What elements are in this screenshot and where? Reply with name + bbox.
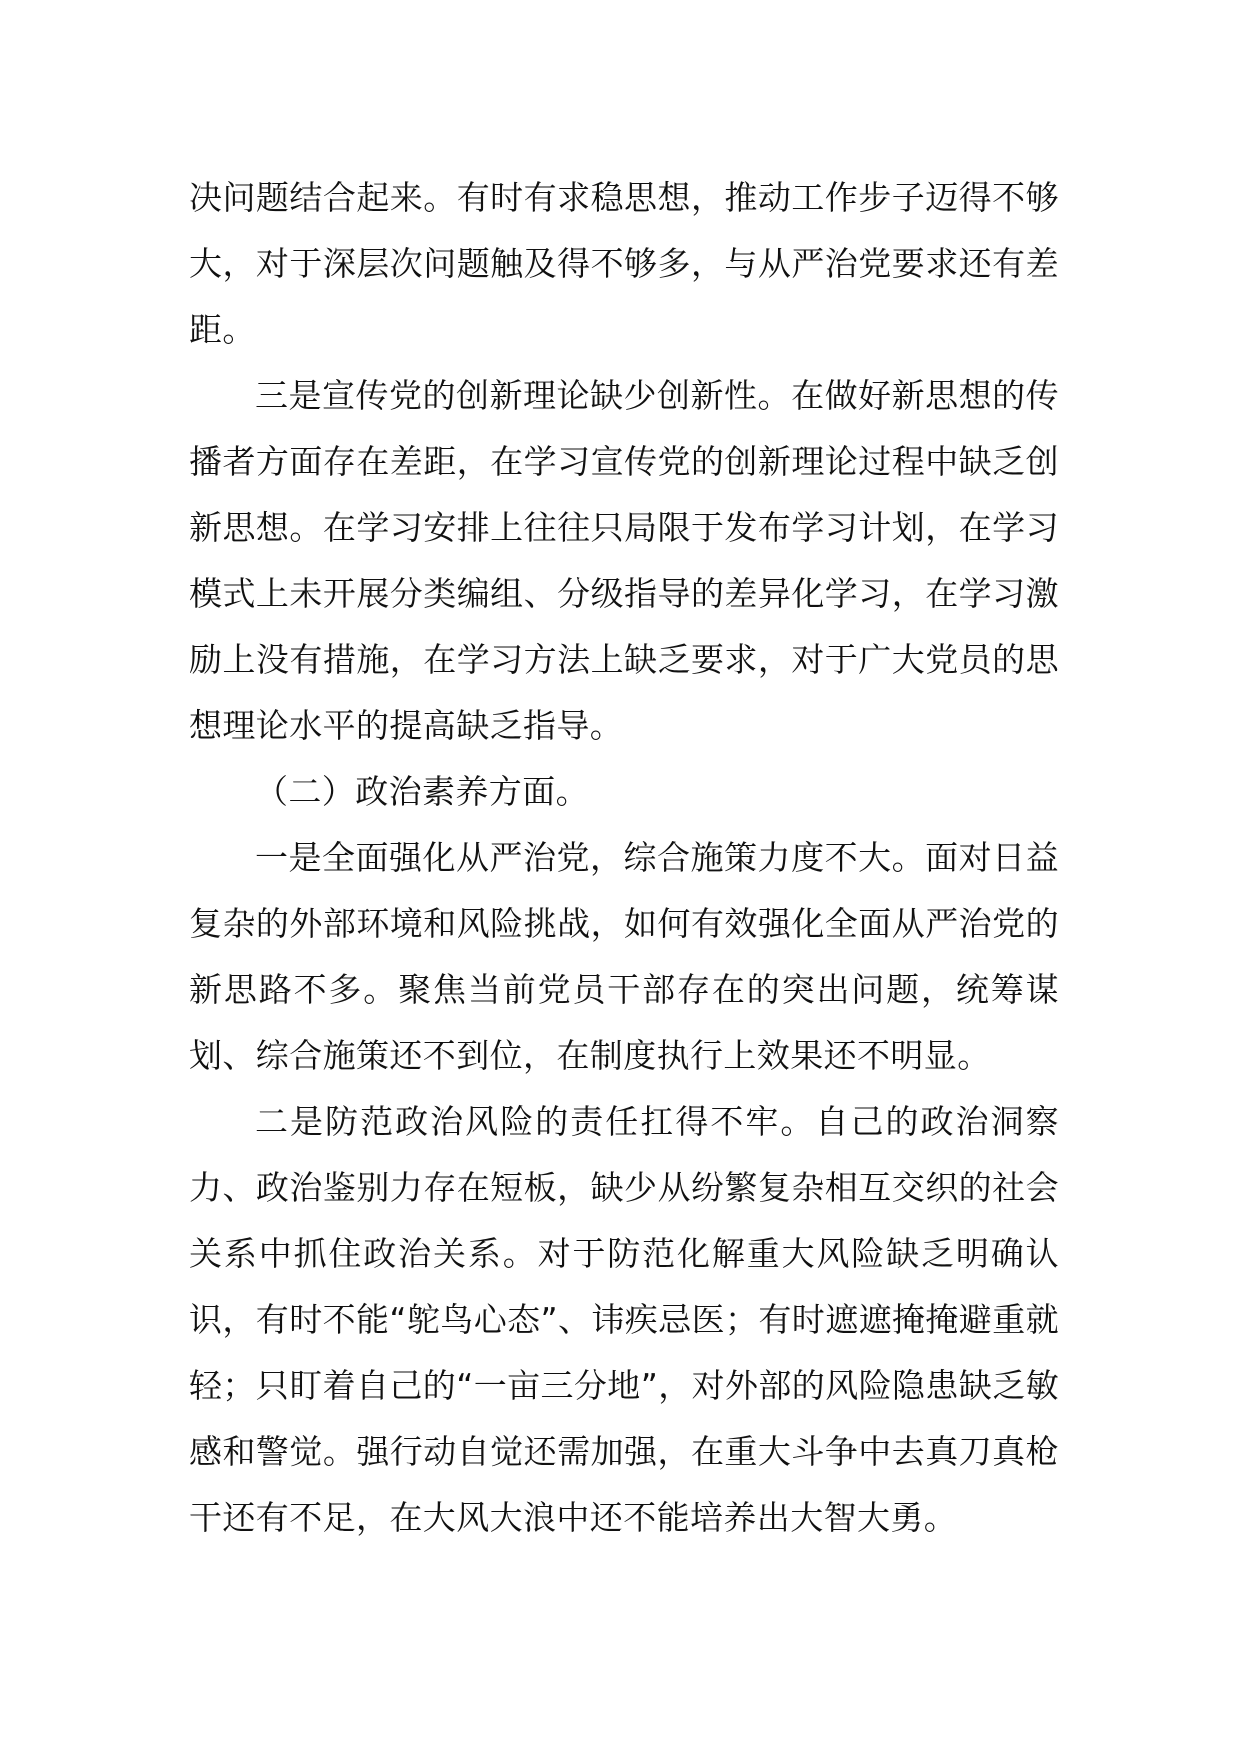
section-heading-political-literacy: （二）政治素养方面。 (255, 772, 589, 811)
paragraph-continuation: 决问题结合起来。有时有求稳思想，推动工作步子迈得不够大，对于深层次问题触及得不够多，与从严治党要求还有差距。 (189, 178, 1059, 349)
paragraph-point-one-strict-governance: 一是全面强化从严治党，综合施策力度不大。面对日益复杂的外部环境和风险挑战，如何有效强化全面从严治党的新思路不多。聚焦当前党员干部存在的突出问题，统筹谋划、综合施策还不到位，在制度执行上效果还不明显。 (189, 838, 1059, 1075)
paragraph-point-two-political-risk: 二是防范政治风险的责任扛得不牢。自己的政治洞察力、政治鉴别力存在短板，缺少从纷繁复杂相互交织的社会关系中抓住政治关系。对于防范化解重大风险缺乏明确认识，有时不能“鸵鸟心态”、讳疾忌医；有时遮遮掩掩避重就轻；只盯着自己的“一亩三分地”，对外部的风险隐患缺乏敏感和警觉。强行动自觉还需加强，在重大斗争中去真刀真枪干还有不足，在大风大浪中还不能培养出大智大勇。 (189, 1102, 1059, 1537)
paragraph-point-three-theory-publicity: 三是宣传党的创新理论缺少创新性。在做好新思想的传播者方面存在差距，在学习宣传党的创新理论过程中缺乏创新思想。在学习安排上往往只局限于发布学习计划，在学习模式上未开展分类编组、分级指导的差异化学习，在学习激励上没有措施，在学习方法上缺乏要求，对于广大党员的思想理论水平的提高缺乏指导。 (189, 376, 1059, 745)
document-body (189, 165, 1059, 1551)
